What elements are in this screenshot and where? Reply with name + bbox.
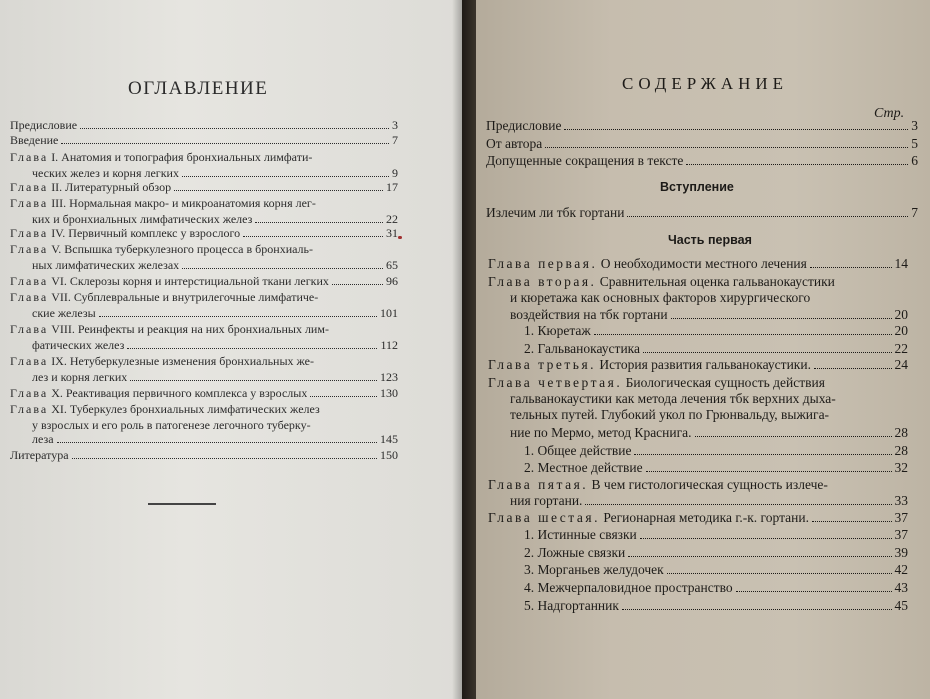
toc-entry-text [488,256,807,272]
toc-entry-text [488,341,640,357]
page-number: 22 [386,212,398,226]
toc-entry-title: ческих желез и корня легких [32,166,179,180]
toc-entry-title: у взрослых и его роль в патогенезе легочного туберку- [32,418,311,432]
dot-leader [99,316,377,317]
toc-entry-title: ких и бронхиальных лимфатических желез [32,212,253,226]
page-number: 7 [911,205,918,220]
toc-entry-title: фатических желез [32,338,125,352]
dot-leader [634,454,891,455]
toc-entry-title: Предисловие [10,118,78,132]
page-number: 33 [894,493,908,508]
toc-entry-title: 1. Общее действие [524,443,632,458]
toc-entry-title: VI. Склерозы корня и интерстициальной ткани легких [51,274,329,288]
toc-entry-text [10,274,329,289]
toc-entry-text [488,407,829,423]
book-gutter [462,0,476,699]
dot-leader [736,591,892,592]
section-heading: Часть первая [668,233,752,247]
dot-leader [640,538,892,539]
toc-entry [488,307,908,323]
toc-entry [10,402,398,417]
toc-entry [10,370,398,385]
toc-entry-title: 2. Гальванокаустика [524,341,641,356]
chapter-lead: Глава [10,290,49,304]
chapter-lead: Глава [10,226,49,240]
toc-entry [488,290,908,306]
toc-entry [10,118,398,133]
toc-entry-text [488,545,625,561]
dot-leader [667,573,892,574]
page-number: 150 [380,448,398,462]
dot-leader [585,504,891,505]
toc-entry-title: 3. Морганьев желудочек [524,562,664,577]
page-number: 65 [386,258,398,272]
toc-entry-text [486,205,624,221]
toc-entry-text [488,425,692,441]
toc-entry-text [486,118,561,134]
toc-entry-text [486,136,542,152]
toc-entry-text [488,527,637,543]
toc-entry-title: воздействия на тбк гортани [510,307,668,322]
toc-entry [488,407,908,423]
toc-entry [10,258,398,273]
closing-rule [148,503,216,505]
toc-entry-title: 1. Истинные связки [524,527,637,542]
toc-entry [10,386,398,401]
toc-entry [486,136,918,152]
toc-entry-title: лез и корня легких [32,370,128,384]
toc-entry [488,510,908,526]
page-number: 145 [380,432,398,446]
dot-leader [182,268,383,269]
toc-entry-text [488,460,643,476]
toc-entry-title: 2. Местное действие [524,460,643,475]
toc-entry-text [10,322,329,337]
section-heading: Вступление [660,180,734,194]
page-number: 96 [386,274,398,288]
toc-entry-text [10,386,307,401]
toc-entry [10,418,398,433]
toc-entry-title: От автора [486,136,543,151]
toc-entry-title: 4. Межчерпаловидное пространство [524,580,733,595]
dot-leader [643,352,891,353]
toc-entry-title: ных лимфатических железах [32,258,180,272]
toc-entry-title: I. Анатомия и топография бронхиальных лимфати- [51,150,313,164]
toc-entry-text [10,448,69,463]
left-page [0,0,462,699]
toc-entry [10,150,398,165]
toc-entry [10,196,398,211]
toc-entry [488,375,908,391]
page-number: 5 [911,136,918,151]
dot-leader [622,609,892,610]
page-number: 28 [894,443,908,458]
toc-entry-text [488,477,828,493]
toc-entry-text [10,196,316,211]
page-number: 22 [894,341,908,356]
toc-entry-title: Предисловие [486,118,562,133]
page-number: 24 [894,357,908,372]
chapter-lead: Глава [10,402,49,416]
toc-entry-title: II. Литературный обзор [51,180,172,194]
chapter-lead: Глава пятая. [488,477,589,492]
toc-entry [488,460,908,476]
page-number: 31 [386,226,398,240]
toc-entry [10,133,398,148]
toc-entry-text [488,598,619,614]
dot-leader [686,164,908,165]
dot-leader [332,284,383,285]
page-number: 39 [894,545,908,560]
right-page [476,0,930,699]
toc-entry-title: тельных путей. Глубокий укол по Грюнвальду, выжига- [510,407,830,422]
toc-entry-title: Введение [10,133,59,147]
dot-leader [545,147,908,148]
dot-leader [646,471,892,472]
left-toc-list [0,0,462,699]
dot-leader [182,176,389,177]
chapter-lead: Глава [10,274,49,288]
toc-entry-title: ния гортани. [510,493,583,508]
toc-entry-title: Излечим ли тбк гортани [486,205,625,220]
page-column-label: Стр. [874,106,905,121]
page-number: 37 [894,527,908,542]
dot-leader [80,128,389,129]
toc-entry [10,432,398,447]
toc-entry-title: В чем гистологическая сущность излече- [591,477,828,492]
toc-entry-title: леза [32,432,54,446]
toc-entry-text [486,153,683,169]
chapter-lead: Глава третья. [488,357,597,372]
toc-entry-text [488,443,631,459]
toc-entry-text [488,307,668,323]
toc-entry [10,354,398,369]
toc-entry-title: IV. Первичный комплекс у взрослого [51,226,241,240]
toc-entry-text [10,226,240,241]
toc-entry [10,242,398,257]
page-number: 37 [894,510,908,525]
toc-entry-text [488,375,825,391]
page-number: 45 [894,598,908,613]
dot-leader [628,556,891,557]
toc-entry [10,306,398,321]
toc-entry-text [10,242,313,257]
toc-entry [488,323,908,339]
toc-entry-title: Литература [10,448,69,462]
chapter-lead: Глава первая. [488,256,598,271]
page-number: 101 [380,306,398,320]
page-number: 123 [380,370,398,384]
dot-leader [72,458,377,459]
toc-entry-title: VIII. Реинфекты и реакция на них бронхиальных лим- [51,322,329,336]
toc-entry-text [10,432,54,447]
right-toc-list [476,0,930,699]
toc-entry-title: X. Реактивация первичного комплекса у взрослых [51,386,308,400]
toc-entry [488,527,908,543]
toc-entry [10,448,398,463]
toc-entry [10,274,398,289]
page-number: 17 [386,180,398,194]
toc-entry-title: Биологическая сущность действия [625,375,825,390]
toc-entry-text [10,354,314,369]
toc-entry [488,562,908,578]
dot-leader [130,380,377,381]
toc-entry-title: ние по Мермо, метод Краснига. [510,425,692,440]
toc-entry [488,477,908,493]
toc-entry [488,580,908,596]
page-number: 28 [894,425,908,440]
dot-leader [627,216,908,217]
chapter-lead: Глава шестая. [488,510,600,525]
toc-entry [488,443,908,459]
dot-leader [174,190,383,191]
chapter-lead: Глава [10,196,49,210]
toc-entry-title: Допущенные сокращения в тексте [486,153,684,168]
toc-entry-text [10,338,124,353]
dot-leader [61,143,389,144]
toc-entry [488,425,908,441]
toc-entry-title: XI. Туберкулез бронхиальных лимфатических желез [51,402,320,416]
toc-entry [488,545,908,561]
chapter-lead: Глава вторая. [488,274,597,289]
toc-entry-text [10,166,179,181]
page-number: 112 [380,338,398,352]
toc-entry [10,166,398,181]
right-page-title: СОДЕРЖАНИЕ [622,74,789,93]
toc-entry [486,205,918,221]
toc-entry-text [488,510,809,526]
toc-entry-text [488,493,582,509]
toc-entry-text [10,418,311,433]
dot-leader [695,436,892,437]
toc-entry [486,153,918,169]
page-number: 43 [894,580,908,595]
page-number: 42 [894,562,908,577]
toc-entry-text [10,118,77,133]
toc-entry-title: Регионарная методика г.-к. гортани. [603,510,809,525]
toc-entry-title: 5. Надгортанник [524,598,619,613]
toc-entry-text [10,290,318,305]
dot-leader [812,521,892,522]
page-number: 3 [392,118,398,132]
toc-entry [488,493,908,509]
toc-entry-title: 2. Ложные связки [524,545,626,560]
toc-entry-text [10,306,96,321]
dot-leader [814,368,892,369]
toc-entry-text [10,212,252,227]
chapter-lead: Глава [10,322,49,336]
left-page-title: ОГЛАВЛЕНИЕ [128,78,269,99]
toc-entry-title: VII. Субплевральные и внутрилегочные лимфатиче- [51,290,319,304]
page-number: 7 [392,133,398,147]
page-number: 20 [894,307,908,322]
toc-entry-title: и кюретажа как основных факторов хирургического [510,290,811,305]
dot-leader [810,267,892,268]
toc-entry-text [10,402,320,417]
toc-entry [10,212,398,227]
toc-entry [10,322,398,337]
toc-entry [488,391,908,407]
toc-entry-text [488,357,811,373]
toc-entry-text [488,323,591,339]
toc-entry [486,118,918,134]
toc-entry-title: История развития гальванокаустики. [599,357,811,372]
toc-entry-title: О необходимости местного лечения [600,256,807,271]
dot-leader [127,348,377,349]
dot-leader [671,318,892,319]
toc-entry [488,256,908,272]
toc-entry [488,274,908,290]
toc-entry-text [10,180,171,195]
toc-entry [488,598,908,614]
toc-entry-text [488,290,810,306]
dot-leader [255,222,383,223]
dot-leader [243,236,383,237]
dot-leader [57,442,377,443]
chapter-lead: Глава четвертая. [488,375,623,390]
toc-entry-text [10,133,58,148]
toc-entry-text [488,391,836,407]
toc-entry-title: III. Нормальная макро- и микроанатомия корня лег- [51,196,316,210]
page-number: 130 [380,386,398,400]
toc-entry [10,180,398,195]
chapter-lead: Глава [10,242,49,256]
chapter-lead: Глава [10,180,49,194]
toc-entry-text [488,580,733,596]
toc-entry-title: Сравнительная оценка гальванокаустики [599,274,835,289]
toc-entry-title: гальванокаустики как метода лечения тбк верхних дыха- [510,391,836,406]
dot-leader [310,396,377,397]
toc-entry-text [10,150,312,165]
chapter-lead: Глава [10,354,49,368]
toc-entry-text [488,562,664,578]
toc-entry-title: V. Вспышка туберкулезного процесса в бронхиаль- [51,242,314,256]
page-number: 32 [894,460,908,475]
toc-entry-text [10,258,179,273]
dot-leader [564,129,908,130]
chapter-lead: Глава [10,150,49,164]
toc-entry-text [488,274,835,290]
toc-entry-title: 1. Кюретаж [524,323,591,338]
toc-entry [10,290,398,305]
toc-entry [10,226,398,241]
page-number: 3 [911,118,918,133]
dot-leader [594,334,892,335]
page-number: 6 [911,153,918,168]
toc-entry-title: ские железы [32,306,96,320]
toc-entry [488,357,908,373]
toc-entry-title: IX. Нетуберкулезные изменения бронхиальных же- [51,354,314,368]
toc-entry [10,338,398,353]
toc-entry-text [10,370,127,385]
page-number: 14 [894,256,908,271]
page-number: 9 [392,166,398,180]
page-number: 20 [894,323,908,338]
toc-entry [488,341,908,357]
chapter-lead: Глава [10,386,49,400]
